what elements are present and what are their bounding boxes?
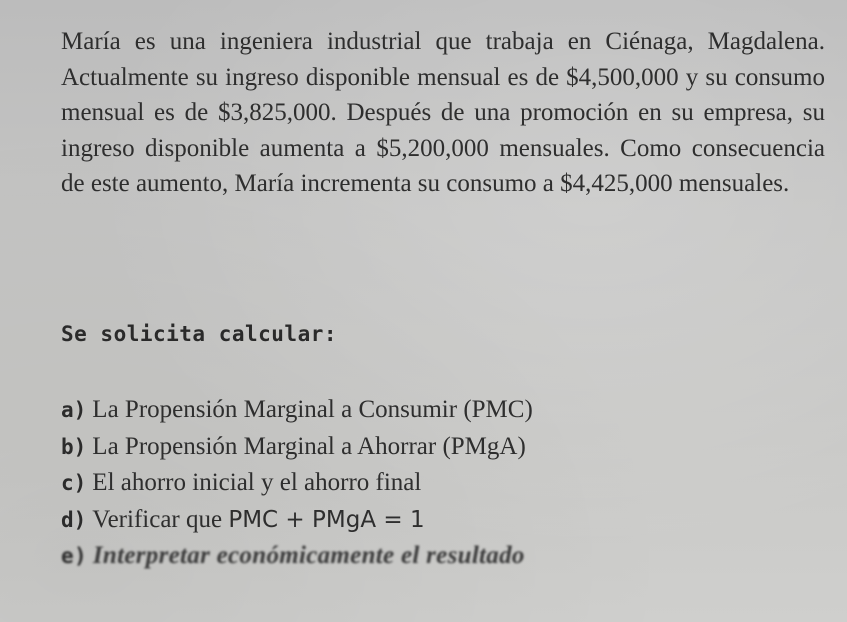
task-marker: b) xyxy=(61,434,87,459)
task-item-d xyxy=(61,502,821,539)
task-item-c xyxy=(61,465,821,502)
task-marker: e) xyxy=(61,544,87,568)
task-formula: PMC + PMgA = 1 xyxy=(228,506,425,533)
task-marker: d) xyxy=(61,507,87,532)
section-heading: Se solicita calcular: xyxy=(61,322,338,346)
task-text: El ahorro inicial y el ahorro final xyxy=(92,469,422,496)
task-text: Verificar que xyxy=(92,505,223,533)
task-text: La Propensión Marginal a Ahorrar (PMgA) xyxy=(92,432,526,460)
task-marker: c) xyxy=(61,471,87,495)
task-text: Interpretar económicamente el resultado xyxy=(92,542,525,569)
task-item-e xyxy=(61,538,821,575)
task-item-b xyxy=(61,429,821,466)
task-marker: a) xyxy=(61,398,87,422)
problem-statement: María es una ingeniera industrial que trabaja en Ciénaga, Magdalena. Actualmente su ingreso disponible mensual es de $4,500,000 y su consumo mensual es de $3,825,000. Después de una promoción en su empresa, su ingreso disponible aumenta a $5,200,000 mensuales. Como consecuencia de este aumento, María incrementa su consumo a $4,425,000 mensuales. xyxy=(61,28,825,197)
task-item-a xyxy=(61,392,821,429)
task-list xyxy=(61,392,821,575)
task-text: La Propensión Marginal a Consumir (PMC) xyxy=(92,396,533,423)
